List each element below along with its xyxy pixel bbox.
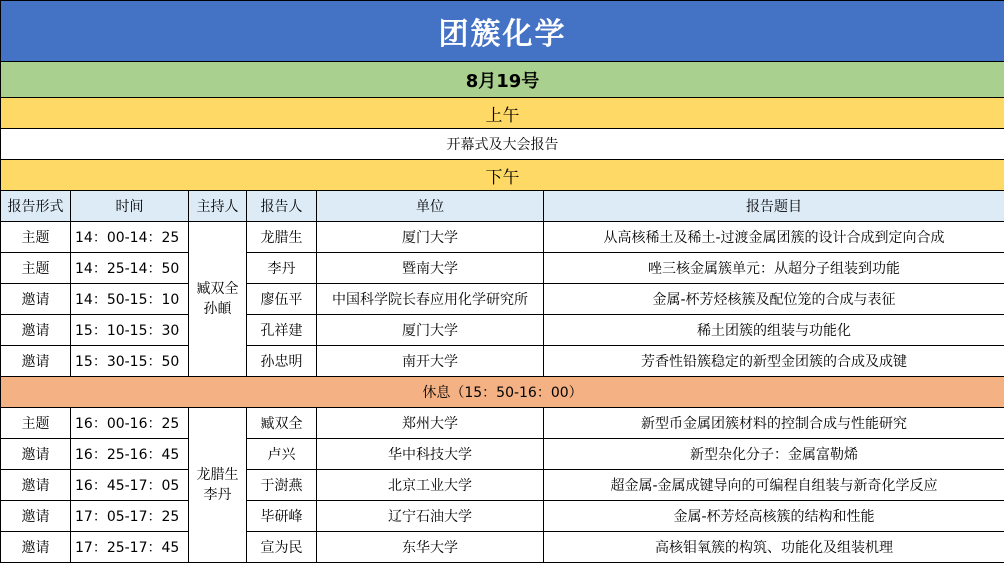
talk-type: 邀请 — [1, 439, 71, 470]
col-header-speaker: 报告人 — [247, 191, 317, 222]
col-header-host: 主持人 — [189, 191, 247, 222]
table-row — [1, 253, 1004, 284]
talk-time: 15：10-15：30 — [71, 315, 189, 346]
talk-topic: 高核钼氧簇的构筑、功能化及组装机理 — [544, 532, 1004, 563]
column-header-row — [1, 191, 1004, 222]
talk-time: 16：00-16：25 — [71, 408, 189, 439]
talk-time: 16：25-16：45 — [71, 439, 189, 470]
talk-time: 14：50-15：10 — [71, 284, 189, 315]
talk-type: 邀请 — [1, 315, 71, 346]
host-name: 李丹 — [203, 487, 232, 503]
talk-topic: 金属-杯芳烃高核簇的结构和性能 — [544, 501, 1004, 532]
talk-time: 17：25-17：45 — [71, 532, 189, 563]
talk-type: 邀请 — [1, 532, 71, 563]
afternoon-session-header: 下午 — [1, 160, 1004, 191]
talk-type: 邀请 — [1, 284, 71, 315]
talk-topic: 从高核稀土及稀土-过渡金属团簇的设计合成到定向合成 — [544, 222, 1004, 253]
talk-speaker: 李丹 — [247, 253, 317, 284]
talk-topic: 金属-杯芳烃核簇及配位笼的合成与表征 — [544, 284, 1004, 315]
talk-unit: 辽宁石油大学 — [317, 501, 544, 532]
table-row — [1, 439, 1004, 470]
talk-speaker: 毕研峰 — [247, 501, 317, 532]
col-header-unit: 单位 — [317, 191, 544, 222]
table-row — [1, 222, 1004, 253]
talk-speaker: 臧双全 — [247, 408, 317, 439]
talk-type: 主题 — [1, 222, 71, 253]
talk-speaker: 廖伍平 — [247, 284, 317, 315]
host-cell — [189, 222, 247, 377]
col-header-topic: 报告题目 — [544, 191, 1004, 222]
talk-time: 14：25-14：50 — [71, 253, 189, 284]
talk-unit: 中国科学院长春应用化学研究所 — [317, 284, 544, 315]
host-cell — [189, 408, 247, 563]
talk-time: 17：05-17：25 — [71, 501, 189, 532]
morning-event: 开幕式及大会报告 — [1, 129, 1004, 160]
table-row — [1, 532, 1004, 563]
break-row: 休息（15：50-16：00） — [1, 377, 1004, 408]
host-name: 龙腊生 — [196, 467, 239, 483]
host-name: 孙頔 — [203, 301, 232, 317]
table-row — [1, 284, 1004, 315]
talk-unit: 厦门大学 — [317, 222, 544, 253]
talk-type: 邀请 — [1, 346, 71, 377]
talk-topic: 唑三核金属簇单元：从超分子组装到功能 — [544, 253, 1004, 284]
talk-time: 14：00-14：25 — [71, 222, 189, 253]
talk-type: 邀请 — [1, 470, 71, 501]
table-row — [1, 501, 1004, 532]
talk-unit: 暨南大学 — [317, 253, 544, 284]
talk-time: 16：45-17：05 — [71, 470, 189, 501]
table-row — [1, 346, 1004, 377]
talk-speaker: 孙忠明 — [247, 346, 317, 377]
talk-unit: 厦门大学 — [317, 315, 544, 346]
col-header-time: 时间 — [71, 191, 189, 222]
talk-topic: 新型杂化分子：金属富勒烯 — [544, 439, 1004, 470]
talk-topic: 超金属-金属成键导向的可编程自组装与新奇化学反应 — [544, 470, 1004, 501]
morning-session-header: 上午 — [1, 98, 1004, 129]
page-title: 团簇化学 — [1, 1, 1004, 62]
talk-type: 主题 — [1, 408, 71, 439]
talk-topic: 新型币金属团簇材料的控制合成与性能研究 — [544, 408, 1004, 439]
talk-speaker: 宣为民 — [247, 532, 317, 563]
table-row — [1, 315, 1004, 346]
table-row — [1, 408, 1004, 439]
talk-unit: 东华大学 — [317, 532, 544, 563]
talk-type: 主题 — [1, 253, 71, 284]
talk-speaker: 龙腊生 — [247, 222, 317, 253]
talk-unit: 郑州大学 — [317, 408, 544, 439]
talk-unit: 北京工业大学 — [317, 470, 544, 501]
talk-type: 邀请 — [1, 501, 71, 532]
host-name: 臧双全 — [196, 281, 239, 297]
talk-topic: 稀土团簇的组装与功能化 — [544, 315, 1004, 346]
talk-unit: 华中科技大学 — [317, 439, 544, 470]
table-row — [1, 470, 1004, 501]
talk-unit: 南开大学 — [317, 346, 544, 377]
talk-time: 15：30-15：50 — [71, 346, 189, 377]
date-header: 8月19号 — [1, 62, 1004, 98]
talk-topic: 芳香性铅簇稳定的新型金团簇的合成及成键 — [544, 346, 1004, 377]
talk-speaker: 孔祥建 — [247, 315, 317, 346]
talk-speaker: 卢兴 — [247, 439, 317, 470]
col-header-type: 报告形式 — [1, 191, 71, 222]
talk-speaker: 于澍燕 — [247, 470, 317, 501]
